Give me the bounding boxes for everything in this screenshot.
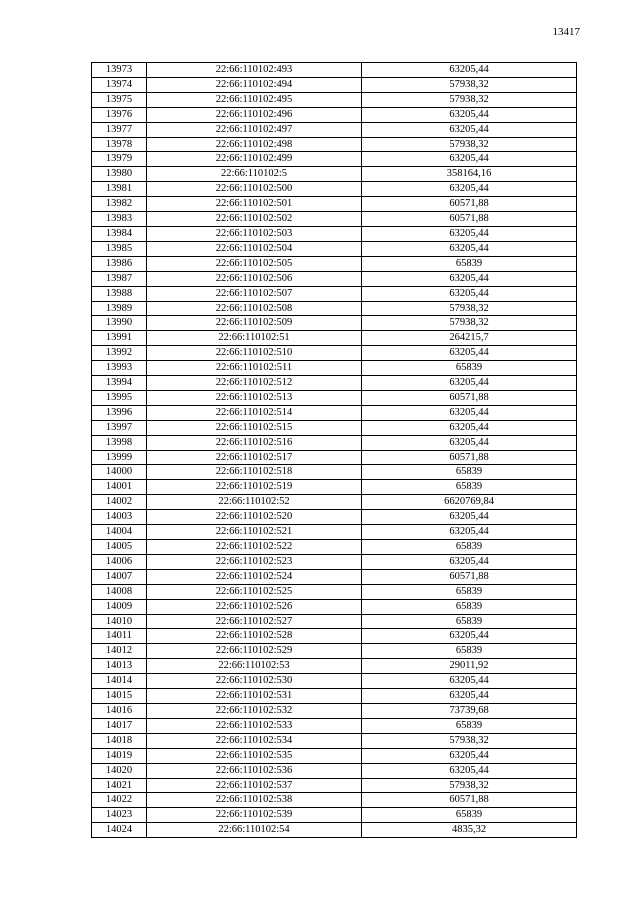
cadastral-value-cell: 60571,88: [362, 793, 577, 808]
cadastral-number-cell: 22:66:110102:513: [147, 390, 362, 405]
cadastral-number-cell: 22:66:110102:520: [147, 510, 362, 525]
cadastral-value-cell: 65839: [362, 644, 577, 659]
cadastral-value-cell: 60571,88: [362, 212, 577, 227]
cadastral-value-cell: 358164,16: [362, 167, 577, 182]
cadastral-number-cell: 22:66:110102:527: [147, 614, 362, 629]
cadastral-number-cell: 22:66:110102:526: [147, 599, 362, 614]
row-number-cell: 13992: [92, 346, 147, 361]
cadastral-number-cell: 22:66:110102:509: [147, 316, 362, 331]
row-number-cell: 13973: [92, 63, 147, 78]
row-number-cell: 13981: [92, 182, 147, 197]
row-number-cell: 13994: [92, 376, 147, 391]
cadastral-value-cell: 65839: [362, 718, 577, 733]
cadastral-value-cell: 264215,7: [362, 331, 577, 346]
cadastral-value-cell: 63205,44: [362, 674, 577, 689]
row-number-cell: 14002: [92, 495, 147, 510]
cadastral-value-cell: 63205,44: [362, 107, 577, 122]
cadastral-value-cell: 57938,32: [362, 778, 577, 793]
table-row: [92, 450, 577, 465]
cadastral-value-cell: 63205,44: [362, 376, 577, 391]
table-row: [92, 554, 577, 569]
cadastral-number-cell: 22:66:110102:507: [147, 286, 362, 301]
row-number-cell: 14023: [92, 808, 147, 823]
cadastral-number-cell: 22:66:110102:503: [147, 226, 362, 241]
row-number-cell: 13980: [92, 167, 147, 182]
cadastral-number-cell: 22:66:110102:54: [147, 823, 362, 838]
table-row: [92, 510, 577, 525]
cadastral-value-cell: 63205,44: [362, 226, 577, 241]
cadastral-value-cell: 63205,44: [362, 435, 577, 450]
cadastral-number-cell: 22:66:110102:539: [147, 808, 362, 823]
table-row: [92, 92, 577, 107]
table-row: [92, 569, 577, 584]
table-row: [92, 748, 577, 763]
cadastral-number-cell: 22:66:110102:497: [147, 122, 362, 137]
table-row: [92, 197, 577, 212]
cadastral-number-cell: 22:66:110102:493: [147, 63, 362, 78]
cadastral-number-cell: 22:66:110102:504: [147, 241, 362, 256]
table-row: [92, 137, 577, 152]
row-number-cell: 14004: [92, 525, 147, 540]
cadastral-number-cell: 22:66:110102:5: [147, 167, 362, 182]
table-row: [92, 465, 577, 480]
cadastral-number-cell: 22:66:110102:52: [147, 495, 362, 510]
cadastral-value-cell: 57938,32: [362, 301, 577, 316]
cadastral-number-cell: 22:66:110102:512: [147, 376, 362, 391]
cadastral-number-cell: 22:66:110102:521: [147, 525, 362, 540]
cadastral-value-cell: 57938,32: [362, 316, 577, 331]
row-number-cell: 14000: [92, 465, 147, 480]
cadastral-number-cell: 22:66:110102:531: [147, 689, 362, 704]
table-row: [92, 241, 577, 256]
row-number-cell: 14009: [92, 599, 147, 614]
cadastral-number-cell: 22:66:110102:535: [147, 748, 362, 763]
cadastral-number-cell: 22:66:110102:51: [147, 331, 362, 346]
row-number-cell: 14024: [92, 823, 147, 838]
table-row: [92, 376, 577, 391]
cadastral-value-cell: 65839: [362, 465, 577, 480]
cadastral-number-cell: 22:66:110102:523: [147, 554, 362, 569]
row-number-cell: 14007: [92, 569, 147, 584]
cadastral-number-cell: 22:66:110102:500: [147, 182, 362, 197]
cadastral-number-cell: 22:66:110102:515: [147, 420, 362, 435]
row-number-cell: 13993: [92, 361, 147, 376]
table-row: [92, 331, 577, 346]
cadastral-number-cell: 22:66:110102:506: [147, 271, 362, 286]
row-number-cell: 13977: [92, 122, 147, 137]
cadastral-value-cell: 65839: [362, 599, 577, 614]
cadastral-number-cell: 22:66:110102:525: [147, 584, 362, 599]
cadastral-value-cell: 63205,44: [362, 182, 577, 197]
cadastral-value-cell: 73739,68: [362, 703, 577, 718]
table-row: [92, 256, 577, 271]
table-row: [92, 689, 577, 704]
table-row: [92, 167, 577, 182]
cadastral-value-cell: 63205,44: [362, 122, 577, 137]
cadastral-value-cell: 63205,44: [362, 554, 577, 569]
cadastral-number-cell: 22:66:110102:528: [147, 629, 362, 644]
row-number-cell: 13978: [92, 137, 147, 152]
row-number-cell: 13989: [92, 301, 147, 316]
row-number-cell: 13979: [92, 152, 147, 167]
cadastral-number-cell: 22:66:110102:529: [147, 644, 362, 659]
cadastral-number-cell: 22:66:110102:495: [147, 92, 362, 107]
cadastral-value-cell: 6620769,84: [362, 495, 577, 510]
cadastral-value-cell: 63205,44: [362, 689, 577, 704]
table-row: [92, 271, 577, 286]
row-number-cell: 13974: [92, 77, 147, 92]
row-number-cell: 14011: [92, 629, 147, 644]
cadastral-value-cell: 65839: [362, 614, 577, 629]
row-number-cell: 14003: [92, 510, 147, 525]
cadastral-number-cell: 22:66:110102:53: [147, 659, 362, 674]
cadastral-number-cell: 22:66:110102:499: [147, 152, 362, 167]
cadastral-value-cell: 65839: [362, 808, 577, 823]
cadastral-number-cell: 22:66:110102:536: [147, 763, 362, 778]
row-number-cell: 14020: [92, 763, 147, 778]
cadastral-value-cell: 63205,44: [362, 271, 577, 286]
table-row: [92, 361, 577, 376]
row-number-cell: 13985: [92, 241, 147, 256]
table-row: [92, 107, 577, 122]
cadastral-value-cell: 65839: [362, 584, 577, 599]
cadastral-number-cell: 22:66:110102:533: [147, 718, 362, 733]
cadastral-number-cell: 22:66:110102:517: [147, 450, 362, 465]
cadastral-value-cell: 63205,44: [362, 525, 577, 540]
cadastral-number-cell: 22:66:110102:519: [147, 480, 362, 495]
row-number-cell: 13996: [92, 405, 147, 420]
table-row: [92, 226, 577, 241]
row-number-cell: 14001: [92, 480, 147, 495]
cadastral-number-cell: 22:66:110102:534: [147, 733, 362, 748]
table-row: [92, 599, 577, 614]
row-number-cell: 13998: [92, 435, 147, 450]
cadastral-value-cell: 65839: [362, 361, 577, 376]
cadastral-value-cell: 60571,88: [362, 450, 577, 465]
row-number-cell: 14022: [92, 793, 147, 808]
table-row: [92, 540, 577, 555]
cadastral-number-cell: 22:66:110102:502: [147, 212, 362, 227]
table-row: [92, 346, 577, 361]
table-row: [92, 525, 577, 540]
cadastral-value-cell: 63205,44: [362, 510, 577, 525]
page-number: 13417: [552, 26, 580, 38]
cadastral-number-cell: 22:66:110102:511: [147, 361, 362, 376]
table-row: [92, 316, 577, 331]
row-number-cell: 14013: [92, 659, 147, 674]
cadastral-number-cell: 22:66:110102:532: [147, 703, 362, 718]
cadastral-number-cell: 22:66:110102:510: [147, 346, 362, 361]
table-row: [92, 405, 577, 420]
cadastral-value-cell: 57938,32: [362, 92, 577, 107]
cadastral-value-cell: 65839: [362, 256, 577, 271]
cadastral-value-table: [91, 62, 577, 838]
cadastral-value-cell: 4835,32: [362, 823, 577, 838]
row-number-cell: 14008: [92, 584, 147, 599]
table-row: [92, 629, 577, 644]
table-row: [92, 823, 577, 838]
cadastral-number-cell: 22:66:110102:522: [147, 540, 362, 555]
row-number-cell: 13997: [92, 420, 147, 435]
cadastral-value-cell: 65839: [362, 540, 577, 555]
table-row: [92, 212, 577, 227]
cadastral-number-cell: 22:66:110102:501: [147, 197, 362, 212]
cadastral-value-cell: 63205,44: [362, 346, 577, 361]
cadastral-value-cell: 57938,32: [362, 733, 577, 748]
cadastral-value-cell: 63205,44: [362, 629, 577, 644]
row-number-cell: 13988: [92, 286, 147, 301]
cadastral-number-cell: 22:66:110102:530: [147, 674, 362, 689]
table-row: [92, 718, 577, 733]
cadastral-value-cell: 63205,44: [362, 241, 577, 256]
table-row: [92, 435, 577, 450]
row-number-cell: 13995: [92, 390, 147, 405]
row-number-cell: 13976: [92, 107, 147, 122]
row-number-cell: 14006: [92, 554, 147, 569]
cadastral-number-cell: 22:66:110102:538: [147, 793, 362, 808]
table-row: [92, 390, 577, 405]
table-row: [92, 77, 577, 92]
row-number-cell: 14014: [92, 674, 147, 689]
table-row: [92, 152, 577, 167]
cadastral-number-cell: 22:66:110102:524: [147, 569, 362, 584]
row-number-cell: 14010: [92, 614, 147, 629]
table-row: [92, 495, 577, 510]
cadastral-value-cell: 29011,92: [362, 659, 577, 674]
cadastral-value-cell: 60571,88: [362, 390, 577, 405]
cadastral-value-cell: 63205,44: [362, 405, 577, 420]
table-row: [92, 63, 577, 78]
table-row: [92, 644, 577, 659]
cadastral-value-cell: 60571,88: [362, 197, 577, 212]
row-number-cell: 14018: [92, 733, 147, 748]
table-row: [92, 286, 577, 301]
table-row: [92, 793, 577, 808]
row-number-cell: 14012: [92, 644, 147, 659]
cadastral-number-cell: 22:66:110102:518: [147, 465, 362, 480]
cadastral-value-cell: 63205,44: [362, 152, 577, 167]
cadastral-number-cell: 22:66:110102:505: [147, 256, 362, 271]
row-number-cell: 13991: [92, 331, 147, 346]
table-row: [92, 808, 577, 823]
row-number-cell: 14015: [92, 689, 147, 704]
row-number-cell: 14021: [92, 778, 147, 793]
table-row: [92, 182, 577, 197]
row-number-cell: 13983: [92, 212, 147, 227]
table-row: [92, 763, 577, 778]
row-number-cell: 13982: [92, 197, 147, 212]
table-row: [92, 122, 577, 137]
cadastral-value-cell: 63205,44: [362, 286, 577, 301]
cadastral-value-cell: 63205,44: [362, 63, 577, 78]
table-row: [92, 480, 577, 495]
row-number-cell: 14005: [92, 540, 147, 555]
row-number-cell: 13990: [92, 316, 147, 331]
row-number-cell: 13987: [92, 271, 147, 286]
row-number-cell: 13984: [92, 226, 147, 241]
cadastral-value-cell: 63205,44: [362, 763, 577, 778]
table-row: [92, 614, 577, 629]
cadastral-value-cell: 57938,32: [362, 137, 577, 152]
table-row: [92, 703, 577, 718]
table-body: [92, 63, 577, 838]
cadastral-value-cell: 65839: [362, 480, 577, 495]
table-row: [92, 420, 577, 435]
row-number-cell: 14019: [92, 748, 147, 763]
cadastral-number-cell: 22:66:110102:537: [147, 778, 362, 793]
row-number-cell: 14016: [92, 703, 147, 718]
row-number-cell: 13986: [92, 256, 147, 271]
cadastral-value-cell: 63205,44: [362, 748, 577, 763]
cadastral-number-cell: 22:66:110102:496: [147, 107, 362, 122]
table-row: [92, 659, 577, 674]
table-row: [92, 733, 577, 748]
row-number-cell: 13975: [92, 92, 147, 107]
cadastral-number-cell: 22:66:110102:516: [147, 435, 362, 450]
table-row: [92, 584, 577, 599]
cadastral-number-cell: 22:66:110102:498: [147, 137, 362, 152]
table-row: [92, 778, 577, 793]
table-row: [92, 301, 577, 316]
row-number-cell: 14017: [92, 718, 147, 733]
table-row: [92, 674, 577, 689]
cadastral-value-cell: 60571,88: [362, 569, 577, 584]
cadastral-number-cell: 22:66:110102:514: [147, 405, 362, 420]
cadastral-number-cell: 22:66:110102:494: [147, 77, 362, 92]
cadastral-number-cell: 22:66:110102:508: [147, 301, 362, 316]
cadastral-value-cell: 57938,32: [362, 77, 577, 92]
cadastral-value-cell: 63205,44: [362, 420, 577, 435]
row-number-cell: 13999: [92, 450, 147, 465]
